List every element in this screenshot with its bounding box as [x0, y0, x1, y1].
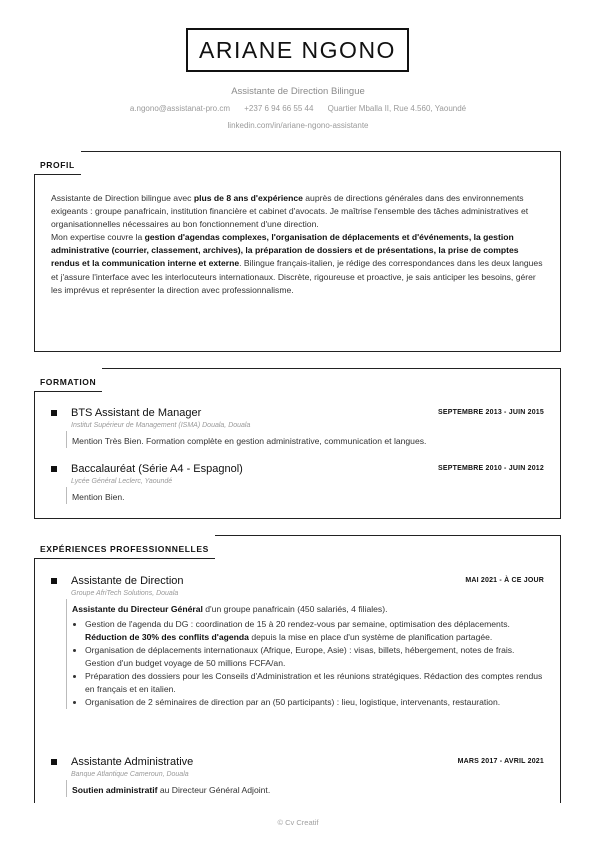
entry-body: [66, 599, 544, 709]
achievement-list: [72, 618, 544, 709]
address: Quartier Mballa II, Rue 4.560, Yaoundé: [327, 104, 467, 113]
entry-organization: Institut Supérieur de Management (ISMA) Douala, Douala: [71, 422, 251, 429]
entry-date: SEPTEMBRE 2010 - JUIN 2012: [438, 465, 544, 472]
phone[interactable]: +237 6 94 66 55 44: [244, 104, 314, 113]
square-bullet-icon: [51, 410, 57, 416]
email[interactable]: a.ngono@assistanat-pro.cm: [129, 104, 231, 113]
experience-entry: [51, 756, 544, 802]
profil-text: [51, 192, 544, 297]
square-bullet-icon: [51, 466, 57, 472]
linkedin-link[interactable]: linkedin.com/in/ariane-ngono-assistante: [227, 121, 369, 130]
job-title: Assistante de Direction Bilingue: [231, 86, 365, 97]
entry-organization: Lycée Général Leclerc, Yaoundé: [71, 478, 173, 485]
entry-title: Baccalauréat (Série A4 - Espagnol): [71, 463, 243, 475]
formation-section: [34, 368, 561, 519]
entry-description: Assistante du Directeur Général d'un groupe panafricain (450 salariés, 4 filiales).: [72, 604, 388, 614]
contact-line: [0, 104, 596, 113]
entry-date: MAI 2021 - À CE JOUR: [465, 577, 544, 584]
entry-description: Soutien administratif au Directeur Général Adjoint.: [72, 785, 271, 795]
achievement-item: • Gestion de l'agenda du DG : coordination de 15 à 20 rendez-vous par semaine, optimisation des déplacements. Réduction de 30% des conflits d'agenda depuis la mise en place d'un système de planification partagée.: [85, 618, 544, 644]
achievement-item: • Organisation de déplacements internationaux (Afrique, Europe, Asie) : visas, billets, hébergement, notes de frais. Gestion d'un budget voyage de 50 millions FCFA/an.: [85, 644, 544, 670]
profil-section: [34, 151, 561, 352]
achievement-item: • Préparation des dossiers pour les Conseils d'Administration et les réunions stratégiques. Rédaction des comptes rendus en français et en italien.: [85, 670, 544, 696]
candidate-name: ARIANE NGONO: [199, 36, 396, 63]
achievement-item: • Organisation de 2 séminaires de direction par an (50 participants) : lieu, logistique, intervenants, restauration.: [85, 696, 544, 709]
entry-description: Mention Bien.: [72, 492, 125, 502]
profil-paragraph-2: Mon expertise couvre la gestion d'agendas complexes, l'organisation de déplacements et d'événements, la gestion administrative (courrier, classement, archives), la préparation de dossiers et de présentations, la prise de comptes rendus et la communication interne et externe. Bilingue français-italien, je rédige des correspondances dans les deux langues et j'assure l'interface avec les interlocuteurs internationaux. Discrète, rigoureuse et proactive, je sais anticiper les besoins, gérer les imprévus et représenter la direction avec professionnalisme.: [51, 232, 543, 295]
entry-description: Mention Très Bien. Formation complète en gestion administrative, communication et langues.: [72, 436, 427, 446]
entry-organization: Groupe AfriTech Solutions, Douala: [71, 590, 179, 597]
entry-body: [66, 431, 544, 448]
formation-title: FORMATION: [34, 368, 102, 392]
entry-title: Assistante Administrative: [71, 756, 194, 768]
entry-organization: Banque Atlantique Cameroun, Douala: [71, 771, 189, 778]
profil-paragraph-1: Assistante de Direction bilingue avec plus de 8 ans d'expérience auprès de directions générales dans des environnements exigeants : groupe panafricain, institution financière et cabinet d'avocats. Je maîtrise l'ensemble des tâches administratives et organisationnelles nécessaires au bon fonctionnement d'une direction.: [51, 193, 529, 230]
formation-entry: [51, 407, 544, 451]
square-bullet-icon: [51, 578, 57, 584]
formation-entry: [51, 463, 544, 507]
entry-title: Assistante de Direction: [71, 575, 184, 587]
entry-date: MARS 2017 - AVRIL 2021: [457, 758, 544, 765]
experiences-section: [34, 535, 561, 803]
entry-body: [66, 487, 544, 504]
experiences-title: EXPÉRIENCES PROFESSIONNELLES: [34, 535, 215, 559]
entry-date: SEPTEMBRE 2013 - JUIN 2015: [438, 409, 544, 416]
footer-credit: © Cv Creatif: [277, 818, 319, 827]
entry-body: [66, 780, 544, 797]
square-bullet-icon: [51, 759, 57, 765]
profil-title: PROFIL: [34, 151, 81, 175]
experience-entry: [51, 575, 544, 747]
name-box: [186, 28, 409, 72]
entry-title: BTS Assistant de Manager: [71, 407, 202, 419]
